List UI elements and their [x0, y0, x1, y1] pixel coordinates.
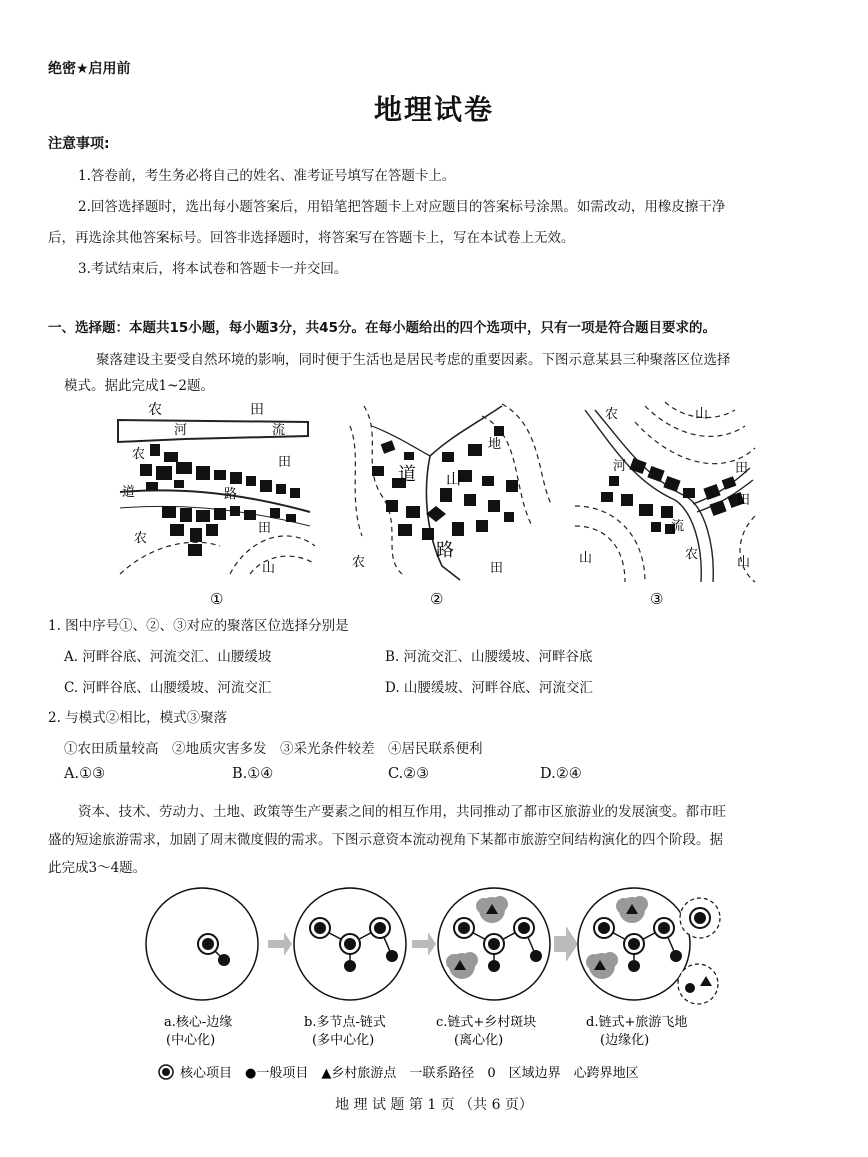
stage-label: c.链式+乡村斑块: [436, 1015, 537, 1030]
notice-line: 1.答卷前，考生务必将自己的姓名、准考证号填写在答题卡上。: [78, 168, 456, 184]
stage-sub: (离心化): [454, 1033, 504, 1048]
map-label: 山: [262, 561, 276, 576]
intro-line: 此完成3～4题。: [48, 860, 147, 876]
map-label: 路: [436, 540, 454, 561]
secret-label: 绝密★启用前: [48, 61, 131, 77]
question-1-stem: 1. 图中序号①、②、③对应的聚落区位选择分别是: [48, 618, 349, 634]
question-2-stem: 2. 与模式②相比，模式③聚落: [48, 710, 228, 726]
map-label: 河: [174, 423, 188, 438]
map-label: 田: [278, 455, 292, 470]
stage-d: [578, 888, 720, 1004]
map-label: 山: [446, 470, 462, 488]
map-label: 农: [132, 447, 146, 462]
q2-option-b[interactable]: B.①④: [232, 766, 274, 782]
stage-label: a.核心-边缘: [164, 1015, 233, 1030]
map-label: 山: [737, 555, 751, 570]
intro-line: 聚落建设主要受自然环境的影响，同时便于生活也是居民考虑的重要因素。下图示意某县三种聚落区位选择: [96, 352, 731, 368]
map-label: 地: [488, 437, 502, 452]
q2-option-d[interactable]: D.②④: [540, 766, 582, 782]
notice-line: 2.回答选择题时，选出每小题答案后，用铅笔把答题卡上对应题目的答案标号涂黑。如需改动，用橡皮擦干净: [78, 199, 726, 215]
q1-option-b[interactable]: B. 河流交汇、山腰缓坡、河畔谷底: [385, 649, 593, 665]
panel-3: [575, 402, 755, 582]
page-title: 地理试卷: [373, 93, 494, 126]
q2-statements: ①农田质量较高 ②地质灾害多发 ③采光条件较差 ④居民联系便利: [64, 741, 483, 757]
stage-sub: (中心化): [166, 1033, 216, 1048]
section-heading: 一、选择题：本题共15小题，每小题3分，共45分。在每小题给出的四个选项中，只有一项是符合题目要求的。: [48, 320, 716, 336]
q2-option-a[interactable]: A.①③: [64, 766, 106, 782]
panel-caption: ③: [650, 590, 664, 608]
stage-sub: (多中心化): [312, 1033, 375, 1048]
q1-option-d[interactable]: D. 山腰缓坡、河畔谷底、河流交汇: [385, 680, 593, 696]
map-label: 田: [258, 521, 272, 536]
map-label: 路: [224, 487, 238, 502]
legend: [159, 1065, 639, 1081]
map-label: 山: [579, 551, 593, 566]
page-footer: 地 理 试 题 第 1 页 （共 6 页）: [335, 1097, 533, 1113]
map-label: 农: [134, 531, 148, 546]
map-label: 田: [737, 493, 751, 508]
panel-caption: ②: [430, 590, 444, 608]
stage-label: d.链式+旅游飞地: [586, 1015, 688, 1030]
map-label: 农: [685, 547, 699, 562]
map-label: 流: [272, 423, 286, 438]
map-label: 河: [613, 459, 627, 474]
intro-line: 盛的短途旅游需求，加剧了周末微度假的需求。下图示意资本流动视角下某都市旅游空间结构演化的四个阶段。据: [48, 832, 723, 848]
panel-2: [350, 404, 552, 580]
panel-caption: ①: [210, 590, 224, 608]
stage-c: [438, 888, 550, 1000]
notice-line: 3.考试结束后，将本试卷和答题卡一并交回。: [78, 261, 348, 277]
intro-line: 模式。据此完成1~2题。: [64, 378, 214, 394]
notice-heading: 注意事项:: [48, 136, 110, 152]
map-label: 农: [605, 407, 619, 422]
q1-option-c[interactable]: C. 河畔谷底、山腰缓坡、河流交汇: [64, 680, 272, 696]
panel-1: [112, 398, 320, 578]
map-label: 山: [695, 407, 709, 422]
map-label: 道: [398, 464, 416, 485]
map-label: 田: [735, 461, 749, 476]
q2-option-c[interactable]: C.②③: [388, 766, 430, 782]
notice-line: 后，再选涂其他答案标号。回答非选择题时，将答案写在答题卡上，写在本试卷上无效。: [48, 230, 575, 246]
map-label: 流: [671, 519, 685, 534]
map-label: 农: [148, 402, 162, 418]
q1-option-a[interactable]: A. 河畔谷底、河流交汇、山腰缓坡: [64, 649, 272, 665]
stage-a: [146, 888, 258, 1000]
settlement-figure: [110, 396, 760, 612]
map-label: 田: [490, 561, 504, 576]
stage-sub: (边缘化): [600, 1033, 650, 1048]
map-label: 道: [122, 485, 136, 500]
map-label: 田: [250, 402, 264, 418]
intro-line: 资本、技术、劳动力、土地、政策等生产要素之间的相互作用，共同推动了都市区旅游业的发展演变。都市旺: [78, 804, 726, 820]
map-label: 农: [352, 555, 366, 570]
stage-label: b.多节点-链式: [304, 1015, 386, 1030]
stage-b: [294, 888, 406, 1000]
tourism-structure-figure: [140, 880, 730, 1090]
legend-text: 核心项目 ●一般项目 ▲乡村旅游点 一联系路径 0 区域边界 心跨界地区: [180, 1066, 639, 1081]
